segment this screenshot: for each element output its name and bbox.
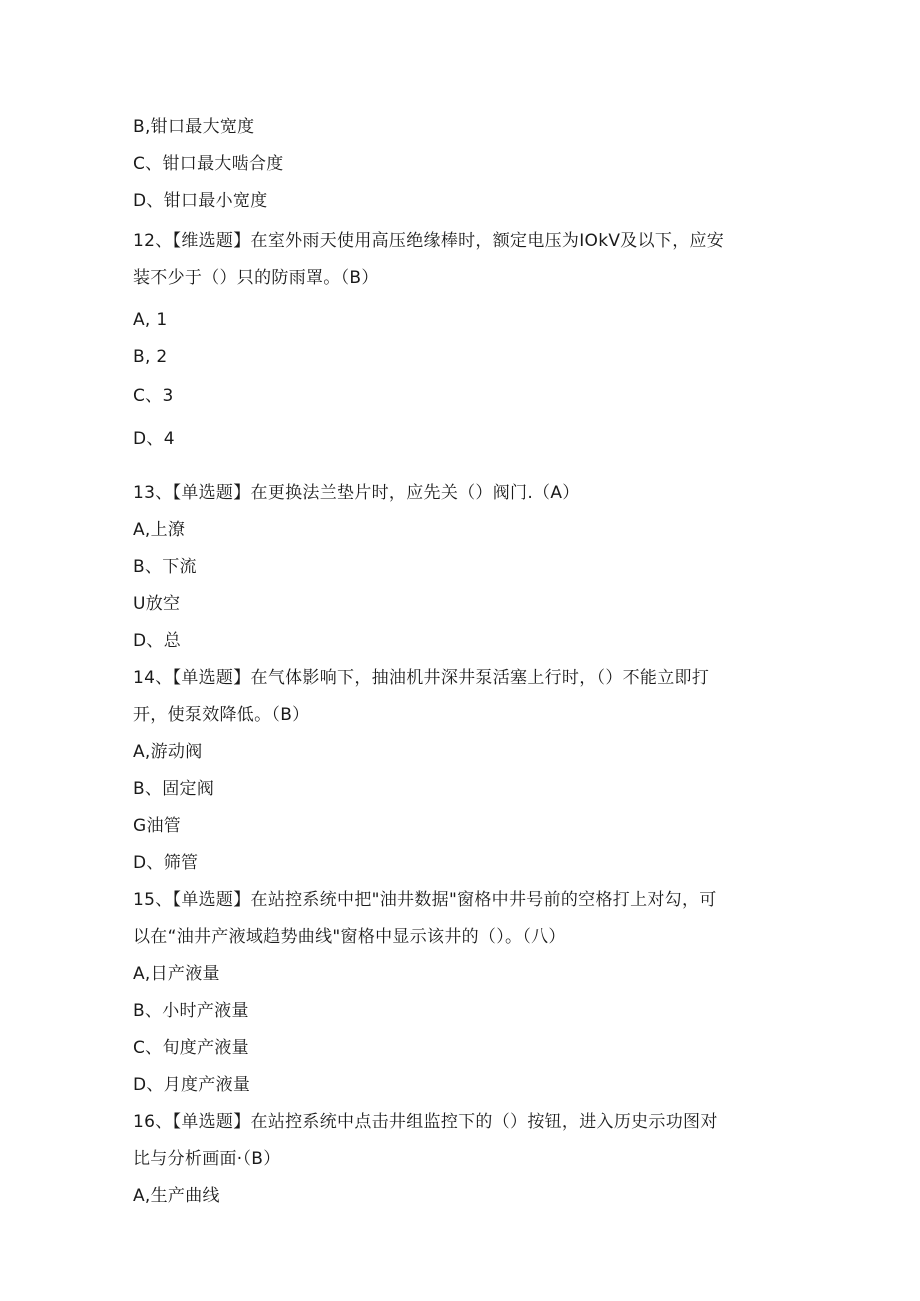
q11-option-c: C、钳口最大啮合度 [133, 154, 284, 174]
q12-option-a: A, 1 [133, 310, 168, 330]
q16-stem-line1: 16、【单选题】在站控系统中点击井组监控下的（）按钮，进入历史示功图对 [133, 1112, 718, 1132]
q12-stem-line2: 装不少于（）只的防雨罩。（B） [133, 268, 379, 288]
q11-option-d: D、钳口最小宽度 [133, 191, 268, 211]
q13-option-c: U放空 [133, 594, 181, 614]
q14-stem-line1: 14、【单选题】在气体影响下，抽油机井深井泵活塞上行时，（）不能立即打 [133, 668, 710, 688]
q14-option-b: B、固定阀 [133, 779, 215, 799]
q13-option-a: A,上潦 [133, 520, 186, 540]
q16-stem-line2: 比与分析画面·（B） [133, 1149, 281, 1169]
q12-stem-line1: 12、【维选题】在室外雨天使用高压绝缘棒时，额定电压为IOkV及以下，应安 [133, 231, 725, 251]
q14-stem-line2: 开，使泵效降低。（B） [133, 705, 310, 725]
q14-option-c: G油管 [133, 816, 182, 836]
q12-option-d: D、4 [133, 429, 175, 449]
q11-option-b: B,钳口最大宽度 [133, 117, 255, 137]
q14-option-a: A,游动阀 [133, 742, 203, 762]
q13-option-b: B、下流 [133, 557, 197, 577]
q12-option-b: B, 2 [133, 347, 168, 367]
q13-option-d: D、总 [133, 631, 181, 651]
q12-option-c: C、3 [133, 386, 174, 406]
q15-option-c: C、旬度产液量 [133, 1038, 249, 1058]
q15-option-d: D、月度产液量 [133, 1075, 251, 1095]
q15-option-a: A,日产液量 [133, 964, 220, 984]
q15-stem-line1: 15、【单选题】在站控系统中把"油井数据"窗格中井号前的空格打上对勾，可 [133, 890, 717, 910]
q14-option-d: D、筛管 [133, 853, 199, 873]
q16-option-a: A,生产曲线 [133, 1186, 220, 1206]
q15-option-b: B、小时产液量 [133, 1001, 249, 1021]
q13-stem-line1: 13、【单选题】在更换法兰垫片时，应先关（）阀门.（A） [133, 483, 580, 503]
q15-stem-line2: 以在“油井产液域趋势曲线"窗格中显示该井的（）。（八） [133, 927, 566, 947]
